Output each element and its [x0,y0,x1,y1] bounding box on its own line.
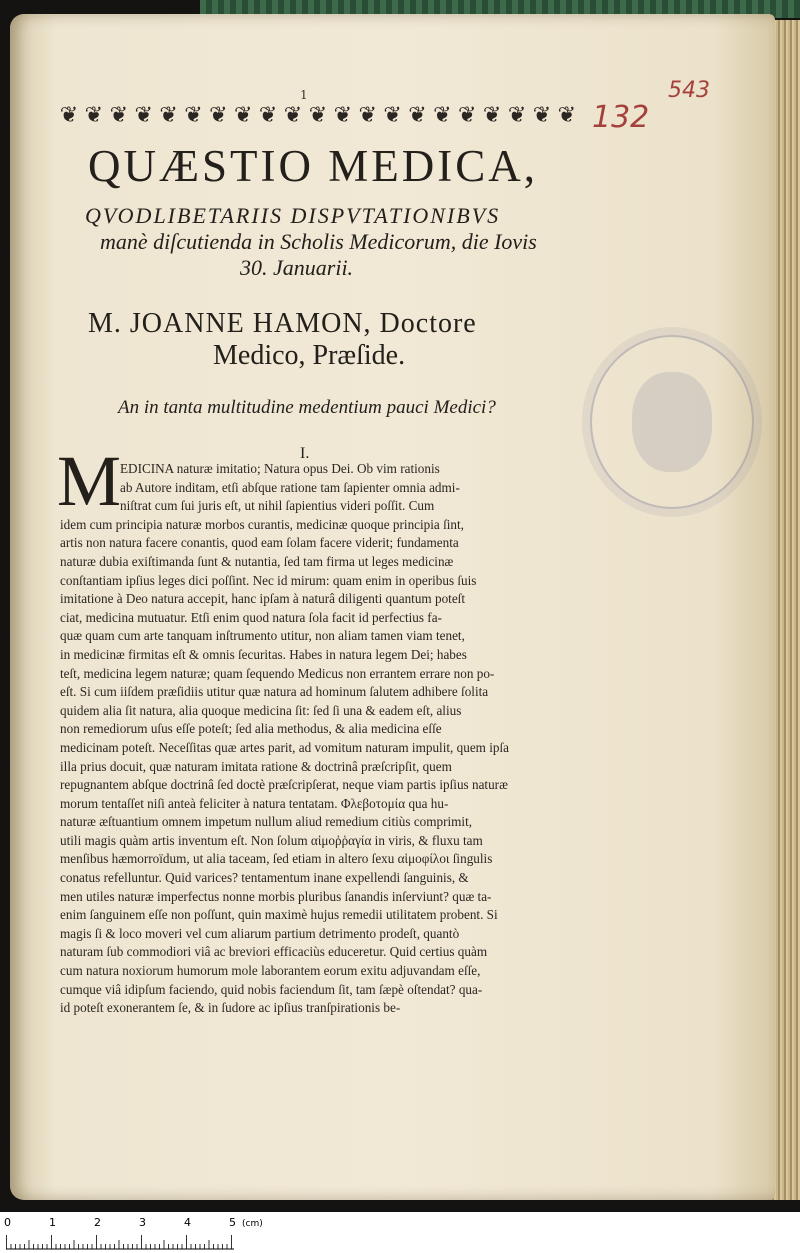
subtitle [85,203,605,281]
text-line: quæ quam cum arte tanquam inſtrumento utitur, non aliam tamen viam tenet, [60,628,465,644]
page-title: QUÆSTIO MEDICA, [88,141,538,191]
section-number: I. [300,445,310,462]
praeses-line-2: Medico, Præſide. [213,340,406,371]
ruler-label: 5 [229,1216,236,1229]
text-line: repugnantem abſque doctrinâ ſed doctè præſcripſerat, neque viam partis ipſius naturæ [60,777,508,793]
text-line: cum natura noxiorum humorum mole laborantem eorum exitu adjuvandam eſſe, [60,963,481,979]
text-line: men utiles naturæ imperfectus nonne morbis pluribus ſanandis inſerviunt? quæ ta- [60,888,492,904]
ruler-unit: (cm) [242,1219,263,1229]
text-line: ab Autore inditam, etſi abſque ratione tam ſapienter omnia admi- [120,479,460,495]
text-line: cumque viâ idipſum faciendo, quid nobis faciendum ſit, tam ſæpè oſtendat? qua- [60,981,483,997]
text-line: naturæ æſtuantium omnem impetum nullum aliud remedium citiùs comprimit, [60,814,473,830]
text-line: morum tentaſſet niſi anteà feliciter à natura tentatam. Φλεβοτομία qua hu- [60,795,449,811]
thesis-question: An in tanta multitudine medentium pauci Medici? [118,397,496,418]
manuscript-number: 132 [592,100,650,135]
drop-cap: M [57,441,122,521]
folio-number: 1 [300,88,308,102]
text-line: magis ſi & loco moveri vel cum aliarum partium detrimento prodeſt, quantò [60,925,460,941]
ornament-band: ❦ ❦ ❦ ❦ ❦ ❦ ❦ ❦ ❦ ❦ ❦ ❦ ❦ ❦ ❦ ❦ ❦ ❦ ❦ ❦ ❦ [59,102,577,128]
text-line: id poteſt exonerantem ſe, & in ſudore ac ipſius tranſpirationis be- [60,1000,401,1016]
text-line: quidem alia ſit natura, alia quoque medicina ſit: ſed ſi una & eadem eſt, alius [60,702,462,718]
text-line: medicinam poteſt. Neceſſitas quæ artes parit, ad vomitum naturam impulit, quem ipſa [60,739,509,755]
ruler-label: 1 [49,1216,56,1229]
body-text [60,460,580,1018]
text-line: idem cum principia naturæ morbos curantis, medicinæ quoque principia ſint, [60,516,464,532]
text-line: teſt, medicina legem naturæ; quam ſequendo Medicus non errantem errare non po- [60,665,495,681]
text-line: eſt. Si cum iiſdem præſidiis utitur quæ natura ad hominum ſalutem adhibere ſolita [60,684,489,700]
text-line: non remediorum uſus eſſe poteſt; ſed alia methodus, & alia medicina eſſe [60,721,442,737]
subtitle-line-3: 30. Januarii. [240,255,354,280]
manuscript-page-number: 543 [668,78,710,103]
text-line: imitatione à Deo natura accepit, hanc ipſam à naturâ diligenti quantum poteſt [60,591,466,607]
text-line: enim ſanguinem eſſe non poſſunt, quin maximè hujus remedii utilitatem probent. Si [60,907,498,923]
ruler-label: 0 [4,1216,11,1229]
text-line: ciat, medicina mutuatur. Etſi enim quod natura ſola facit id perfectius fa- [60,609,442,625]
praeses-line-1: M. JOANNE HAMON, Doctore [88,308,477,339]
scale-ruler [6,1215,236,1251]
ruler-label: 3 [139,1216,146,1229]
text-line: niſtrat cum ſui juris eſt, ut nihil ſapientius videri poſſit. Cum [120,498,435,514]
praeses-heading [88,308,608,372]
text-line: EDICINA naturæ imitatio; Natura opus Dei. Ob vim rationis [120,461,440,476]
text-line: naturæ dubia exiſtimanda ſunt & nutantia, ſed tam firma ut leges medicinæ [60,553,454,569]
library-stamp [590,335,754,509]
text-line: in medicinæ firmitas eſt & omnis ſecuritas. Habes in natura legem Dei; habes [60,646,467,662]
text-line: conatus refelluntur. Quid varices? tentamentum inane expellendi ſanguinis, & [60,870,469,886]
subtitle-line-2: manè diſcutienda in Scholis Medicorum, die Iovis [100,229,537,254]
ruler-label: 2 [94,1216,101,1229]
ruler-label: 4 [184,1216,191,1229]
text-line: conſtantiam ipſius leges dici poſſint. Nec id mirum: quam enim in operibus ſuis [60,572,477,588]
text-line: menſibus hæmorroïdum, ut alia taceam, ſed etiam in altero ſexu αἱμοφίλοι ſingulis [60,851,493,867]
text-line: utili magis quàm artis inventum eſt. Non ſolum αἱμοῤῥαγία in viris, & fluxu tam [60,832,483,848]
subtitle-line-1: QVODLIBETARIIS DISPVTATIONIBVS [85,203,501,228]
text-line: artis non natura facere conantis, quod eam ſolam facere viderit; fundamenta [60,535,459,551]
text-line: illa prius docuit, quæ naturam imitata ratione & doctrinâ præſcripſit, quem [60,758,452,774]
text-line: naturam ſub commodiori viâ ac breviori efficaciùs educeretur. Quid certius quàm [60,944,488,960]
